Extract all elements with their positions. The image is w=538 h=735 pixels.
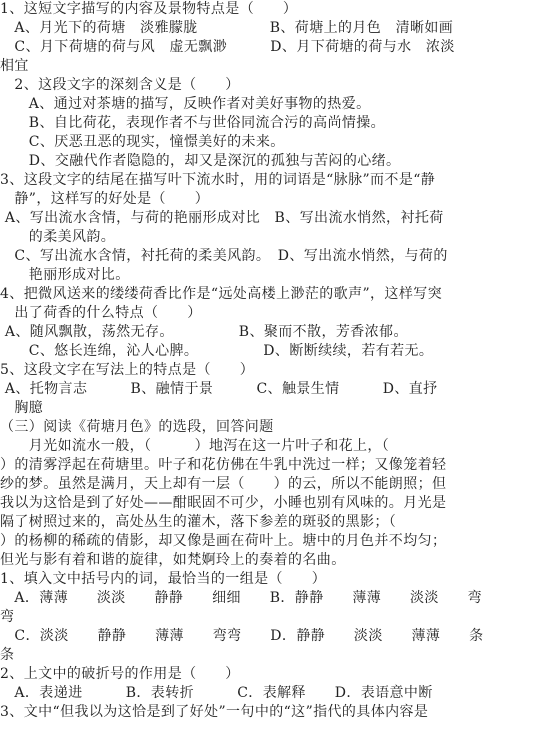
- passage-line: 我以为这恰是到了好处——酣眠固不可少，小睡也别有风味的。月光是: [0, 495, 447, 511]
- q4-options-cd: C、悠长连绵，沁人心脾。 D、断断续续，若有若无。: [0, 343, 434, 359]
- passage-line: 纱的梦。虽然是满月，天上却有一层（ ）的云，所以不能朗照；但: [0, 476, 447, 492]
- section-3-heading: （三）阅读《荷塘月色》的选段，回答问题: [0, 419, 274, 435]
- q4-stem-cont: 出了荷香的什么特点（ ）: [0, 305, 202, 321]
- q2-option-b: B、自比荷花，表现作者不与世俗同流合污的高尚情操。: [0, 115, 386, 131]
- q3-option-d-cont: 艳丽形成对比。: [0, 267, 130, 283]
- q1-option-d-cont: 相宜: [0, 58, 29, 74]
- passage-line: 月光如流水一般，（ ）地泻在这一片叶子和花上，（: [0, 438, 390, 454]
- q1-options-ab: A、月光下的荷塘 淡雅朦胧 B、荷塘上的月色 清晰如画: [0, 20, 454, 36]
- q2-option-a: A、通过对茶塘的描写，反映作者对美好事物的热爱。: [0, 96, 371, 112]
- passage-line: ）的清雾浮起在荷塘里。叶子和花仿佛在牛乳中洗过一样；又像笼着轻: [0, 457, 447, 473]
- q3-option-b-cont: 的柔美风韵。: [0, 229, 116, 245]
- p-q1-stem: 1、填入文中括号内的词，最恰当的一组是（ ）: [0, 571, 327, 587]
- q1-stem: 1、这短文字描写的内容及景物特点是（ ）: [0, 1, 298, 17]
- q2-option-d: D、交融代作者隐隐的，却又是深沉的孤独与苦闷的心绪。: [0, 153, 401, 169]
- p-q2-options: A．表递进 B．表转折 C．表解释 D．表语意中断: [0, 685, 433, 701]
- q2-stem: 2、这段文字的深刻含义是（ ）: [0, 77, 240, 93]
- q4-options-ab: A、随风飘散，荡然无存。 B、聚而不散，芳香浓郁。: [0, 324, 408, 340]
- passage-line: ）的杨柳的稀疏的倩影，却又像是画在荷叶上。塘中的月色并不均匀；: [0, 533, 447, 549]
- q3-stem: 3、这段文字的结尾在描写叶下流水时，用的词语是“脉脉”而不是“静: [0, 172, 436, 188]
- p-q2-stem: 2、上文中的破折号的作用是（ ）: [0, 666, 240, 682]
- q5-options: A、托物言志 B、融情于景 C、触景生情 D、直抒: [0, 381, 438, 397]
- q3-stem-cont: 静”，这样写的好处是（ ）: [0, 191, 210, 207]
- p-q1-options-cd: C．淡淡 静静 薄薄 弯弯 D．静静 淡淡 薄薄 条: [0, 628, 484, 644]
- q3-options-ab: A、写出流水含情，与荷的艳丽形成对比 B、写出流水悄然，衬托荷: [0, 210, 444, 226]
- p-q3-stem: 3、文中“但我以为这恰是到了好处”一句中的“这”指代的具体内容是: [0, 704, 429, 720]
- p-q1-option-d-cont: 条: [0, 647, 15, 663]
- q1-options-cd: C、月下荷塘的荷与风 虚无飘渺 D、月下荷塘的荷与水 浓淡: [0, 39, 455, 55]
- passage-line: 但光与影有着和谐的旋律，如梵婀玲上的奏着的名曲。: [0, 552, 346, 568]
- passage-line: 隔了树照过来的，高处丛生的灌木，落下参差的斑驳的黑影；（: [0, 514, 397, 530]
- q5-option-d-cont: 胸臆: [0, 400, 44, 416]
- p-q1-options-ab: A．薄薄 淡淡 静静 细细 B．静静 薄薄 淡淡 弯: [0, 590, 482, 606]
- p-q1-option-b-cont: 弯: [0, 609, 15, 625]
- q3-options-cd: C、写出流水含情，衬托荷的柔美风韵。 D、写出流水悄然，与荷的: [0, 248, 448, 264]
- q2-option-c: C、厌恶丑恶的现实，憧憬美好的未来。: [0, 134, 285, 150]
- q5-stem: 5、这段文字在写法上的特点是（ ）: [0, 362, 255, 378]
- q4-stem: 4、把微风送来的缕缕荷香比作是“远处高楼上渺茫的歌声”，这样写突: [0, 286, 443, 302]
